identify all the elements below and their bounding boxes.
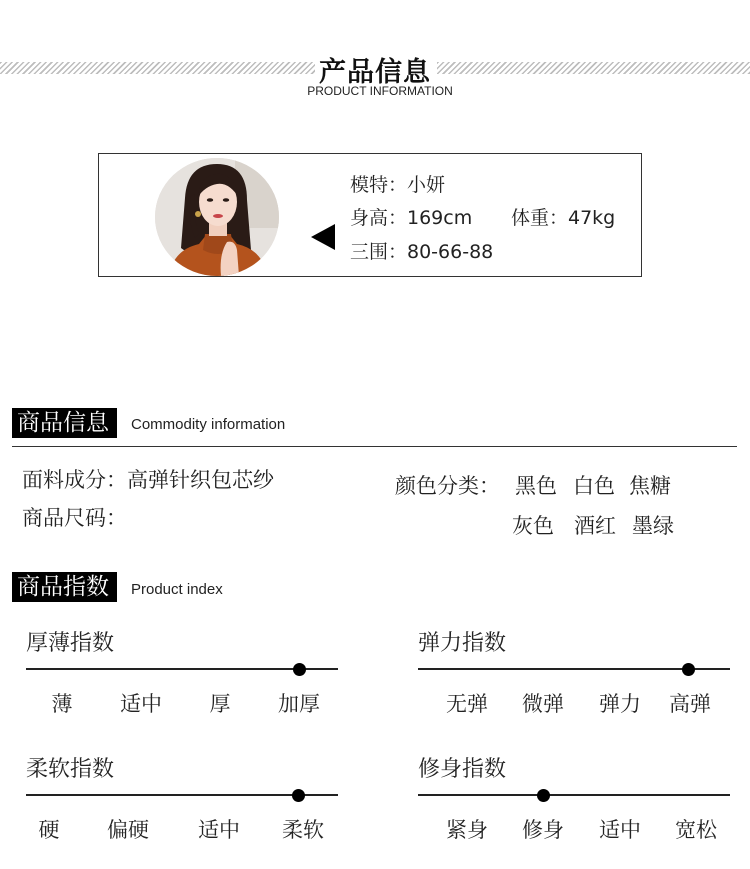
- page-subtitle: PRODUCT INFORMATION: [307, 84, 453, 98]
- thickness-label: 加厚: [278, 692, 320, 716]
- page-title: 产品信息: [319, 57, 431, 88]
- color-option: 酒红: [574, 514, 616, 538]
- fit-label: 适中: [599, 818, 641, 842]
- pointer-arrow-icon: [311, 224, 335, 250]
- model-measurements: 三围：80-66-88: [350, 241, 494, 263]
- color-option: 灰色: [512, 514, 554, 538]
- fit-label: 修身: [522, 818, 564, 842]
- size-text: 商品尺码：: [22, 506, 127, 530]
- thickness-index-marker: [293, 663, 306, 676]
- softness-index-marker: [292, 789, 305, 802]
- model-info-box: [98, 153, 642, 277]
- model-weight: 体重：47kg: [511, 207, 616, 229]
- softness-label: 硬: [38, 818, 60, 842]
- elasticity-label: 高弹: [669, 692, 711, 716]
- thickness-index-track: [26, 668, 338, 670]
- softness-label: 柔软: [282, 818, 324, 842]
- elasticity-index-marker: [682, 663, 695, 676]
- material-text: 面料成分：高弹针织包芯纱: [22, 468, 274, 492]
- elasticity-label: 弹力: [599, 692, 641, 716]
- thickness-label: 薄: [51, 692, 73, 716]
- softness-index-title: 柔软指数: [26, 757, 115, 782]
- fit-index-title: 修身指数: [418, 757, 507, 782]
- elasticity-index-title: 弹力指数: [418, 631, 507, 656]
- color-option: 黑色: [515, 474, 557, 498]
- elasticity-label: 微弹: [522, 692, 564, 716]
- color-option: 焦糖: [629, 474, 671, 498]
- fit-index-track: [418, 794, 730, 796]
- index-heading: 商品指数: [12, 572, 117, 602]
- commodity-divider: [12, 446, 737, 447]
- thickness-label: 厚: [209, 692, 231, 716]
- model-name: 模特：小妍: [350, 174, 446, 196]
- index-heading-en: Product index: [131, 581, 223, 598]
- model-portrait-image: [155, 158, 279, 276]
- color-option: 墨绿: [632, 514, 674, 538]
- color-option: 白色: [573, 474, 615, 498]
- softness-label: 偏硬: [107, 818, 149, 842]
- thickness-index-title: 厚薄指数: [26, 631, 115, 656]
- elasticity-label: 无弹: [446, 692, 488, 716]
- fit-label: 宽松: [675, 818, 717, 842]
- softness-label: 适中: [198, 818, 240, 842]
- thickness-label: 适中: [120, 692, 162, 716]
- model-height: 身高：169cm: [350, 207, 473, 229]
- fit-index-marker: [537, 789, 550, 802]
- fit-label: 紧身: [446, 818, 488, 842]
- color-label: 颜色分类：: [395, 474, 500, 498]
- commodity-heading: 商品信息: [12, 408, 117, 438]
- commodity-heading-en: Commodity information: [131, 416, 286, 433]
- model-avatar: [155, 158, 279, 276]
